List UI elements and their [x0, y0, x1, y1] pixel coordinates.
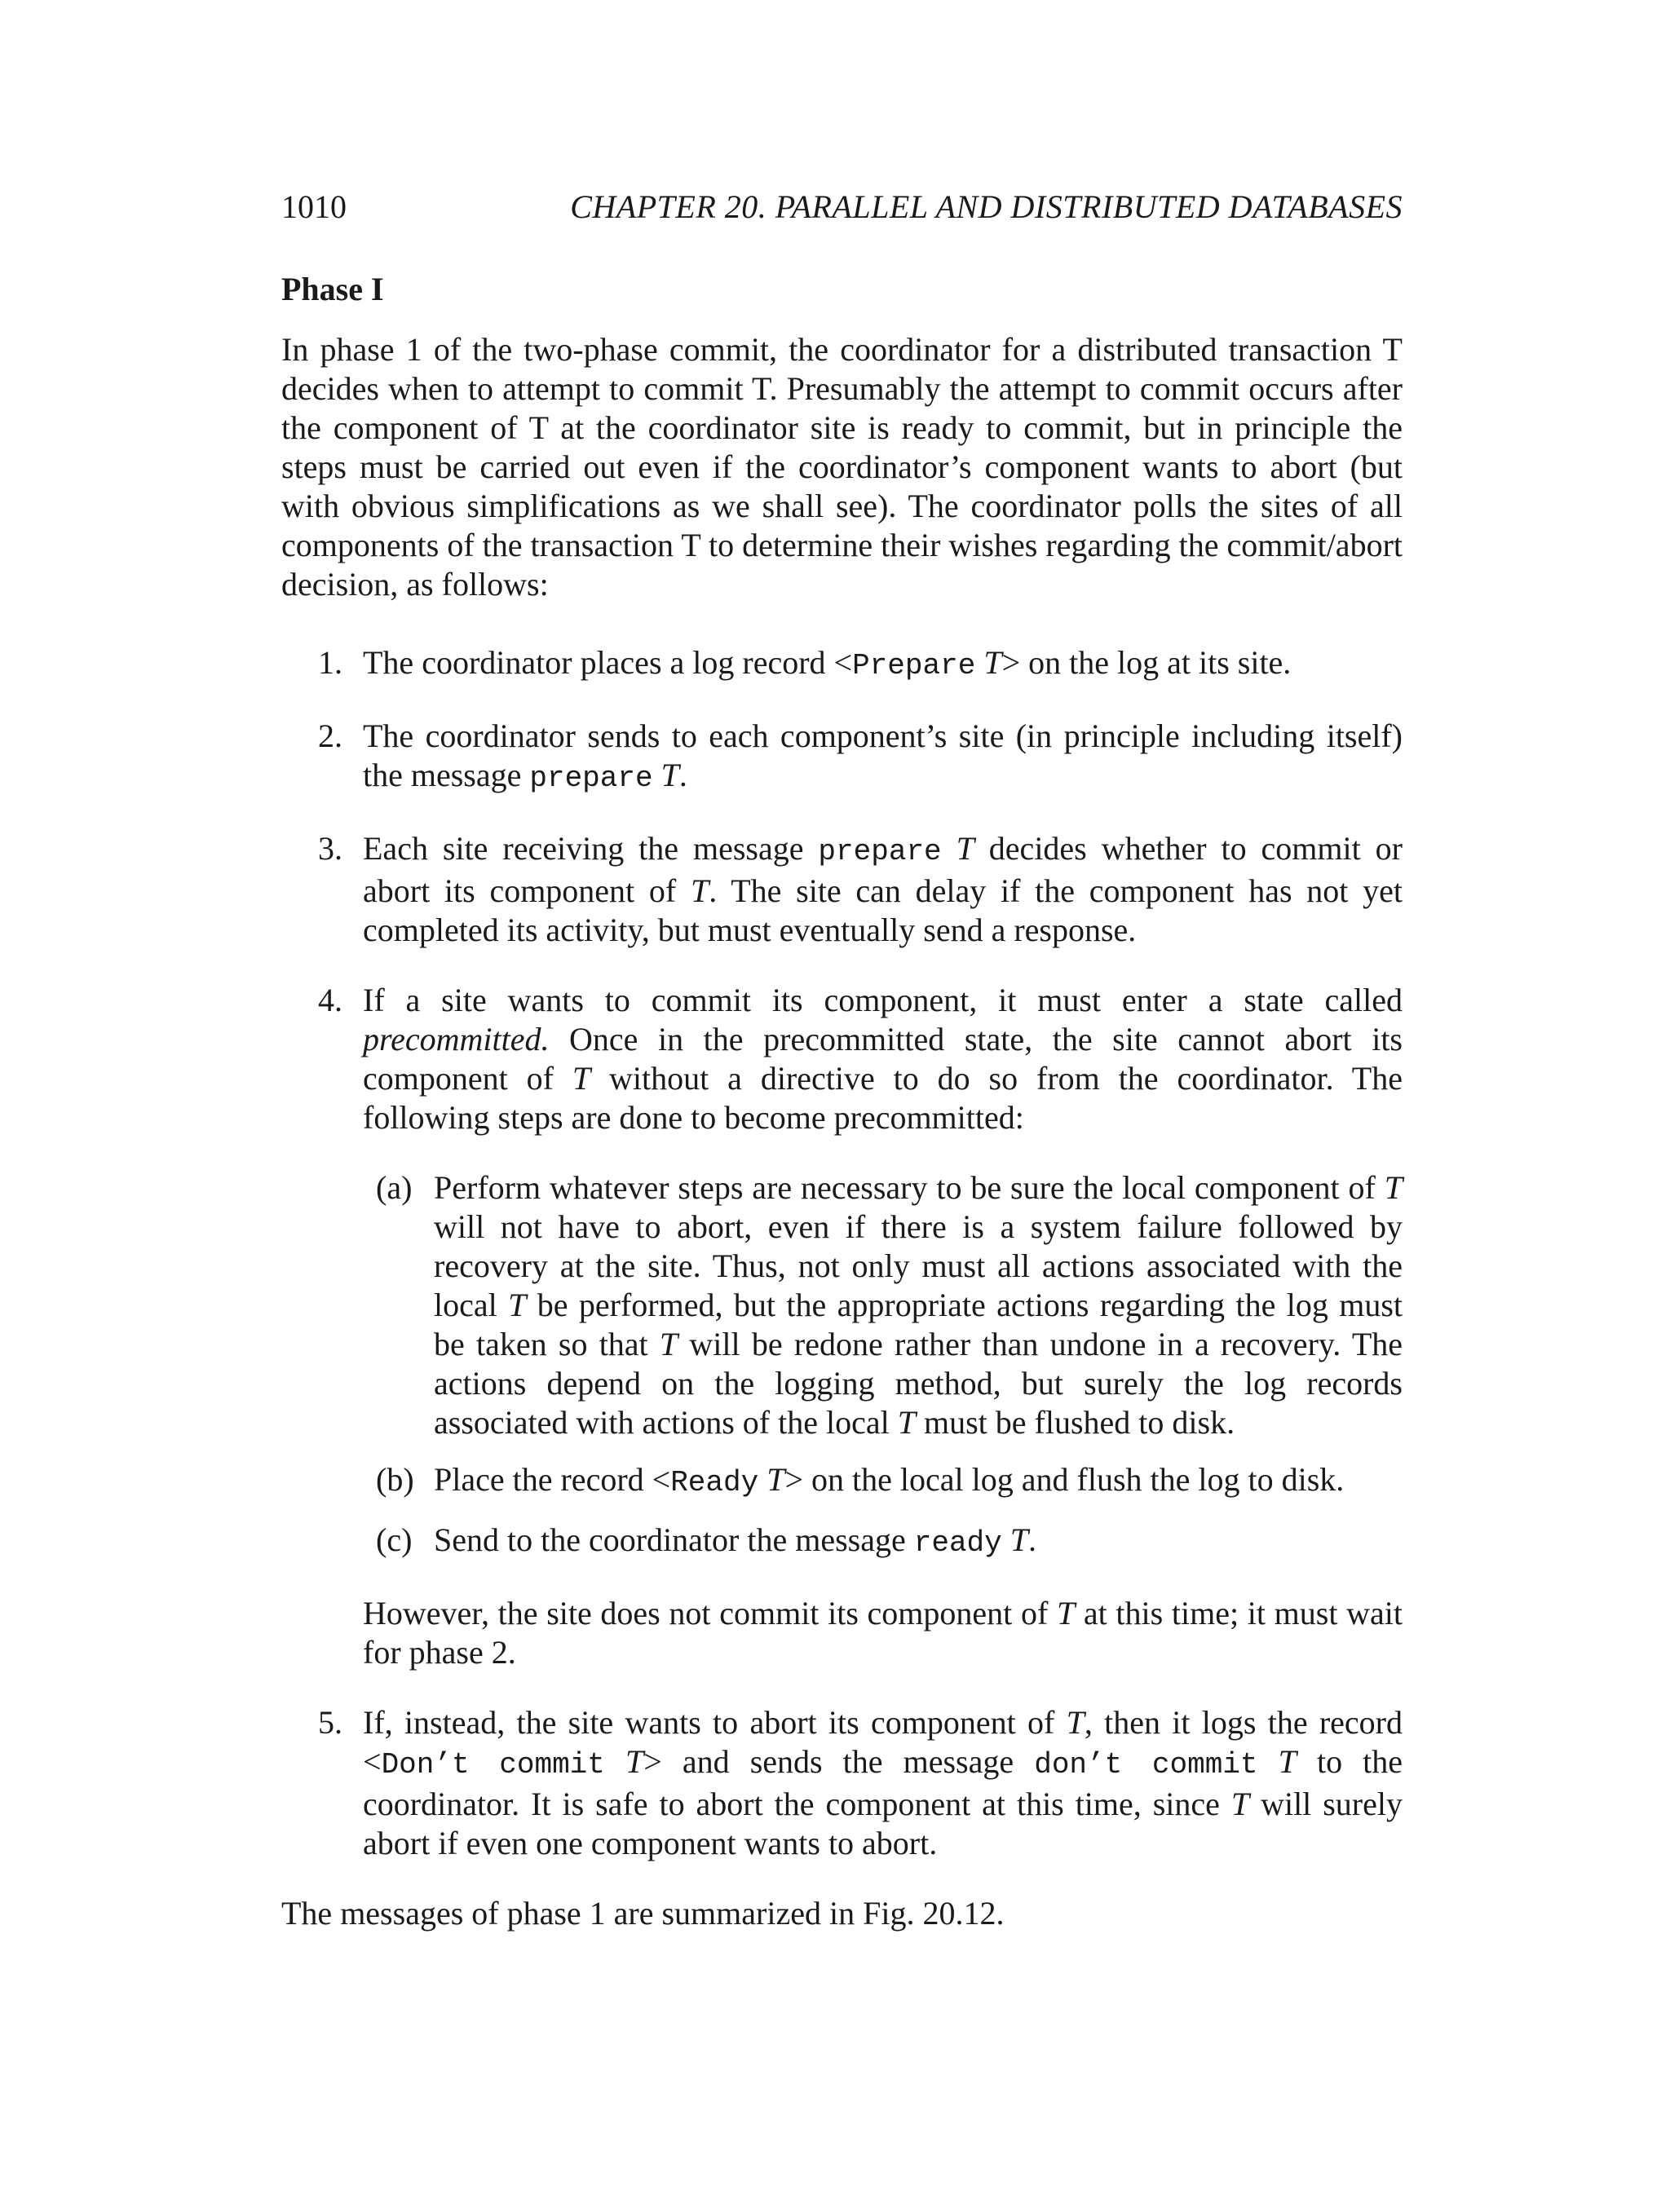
substeps-list — [363, 1168, 1403, 1563]
step-item — [281, 717, 1403, 798]
page — [281, 188, 1403, 1933]
intro-paragraph: In phase 1 of the two-phase commit, the coordinator for a distributed transaction T decides when to attempt to commit T. Presumably the attempt to commit occurs after the component of T at the coordinator site is ready to commit, but in principle the steps must be carried out even if the coordinator’s component wants to abort (but with obvious simplifications as we shall see). The coordinator polls the sites of all components of the transaction T to determine their wishes regarding the commit/abort decision, as follows: — [281, 331, 1403, 603]
substep-item — [363, 1521, 1403, 1563]
step-text: If, instead, the site wants to abort its component of T, then it logs the record <Don’t commit T> and sends the message don’t commit T to the coordinator. It is safe to abort the component at this time, since T will surely abort if even one component wants to abort. — [363, 1704, 1403, 1861]
step-number: 2. — [318, 717, 342, 754]
step-text: The coordinator places a log record <Prepare T> on the log at its site. — [363, 644, 1292, 682]
page-header — [281, 188, 1403, 236]
step-text: If a site wants to commit its component, it must enter a state called precommitted. Once in the precommitted state, the site cannot abort its component of T without a directive to do so from the coordinator. The following steps are done to become precommitted: — [363, 982, 1403, 1136]
step-number: 4. — [318, 982, 342, 1018]
step-number: 3. — [318, 830, 342, 867]
substep-text: Place the record <Ready T> on the local log and flush the log to disk. — [434, 1461, 1345, 1499]
substep-item — [363, 1460, 1403, 1503]
substep-label: (c) — [376, 1521, 413, 1558]
substep-item — [363, 1168, 1403, 1442]
step-text: The coordinator sends to each component’s site (in principle including itself) the message prepare T. — [363, 717, 1403, 795]
substep-text: Perform whatever steps are necessary to be sure the local component of T will not have to abort, even if there is a system failure followed by recovery at the site. Thus, not only must all actions associated with the local T be performed, but the appropriate actions regarding the log must be taken so that T will be redone rather than undone in a recovery. The actions depend on the logging method, but surely the log records associated with actions of the local T must be flushed to disk. — [434, 1169, 1403, 1441]
page-number: 1010 — [281, 188, 347, 225]
step-item — [281, 1703, 1403, 1863]
step-number: 5. — [318, 1704, 342, 1741]
running-title: CHAPTER 20. PARALLEL AND DISTRIBUTED DATABASES — [570, 188, 1403, 225]
section-title: Phase I — [281, 271, 384, 307]
outro-paragraph: The messages of phase 1 are summarized in Fig. 20.12. — [281, 1895, 1005, 1932]
step-item — [281, 829, 1403, 950]
step-item — [281, 981, 1403, 1672]
step-number: 1. — [318, 644, 342, 681]
step-text: Each site receiving the message prepare T decides whether to commit or abort its component of T. The site can delay if the component has not yet completed its activity, but must eventually send a response. — [363, 830, 1403, 948]
substep-label: (b) — [376, 1461, 414, 1498]
substep-label: (a) — [376, 1169, 413, 1206]
step-after-text: However, the site does not commit its component of T at this time; it must wait for phase 2. — [363, 1595, 1403, 1671]
substep-text: Send to the coordinator the message ready T. — [434, 1521, 1037, 1560]
step-item — [281, 643, 1403, 686]
steps-list — [281, 643, 1403, 1863]
